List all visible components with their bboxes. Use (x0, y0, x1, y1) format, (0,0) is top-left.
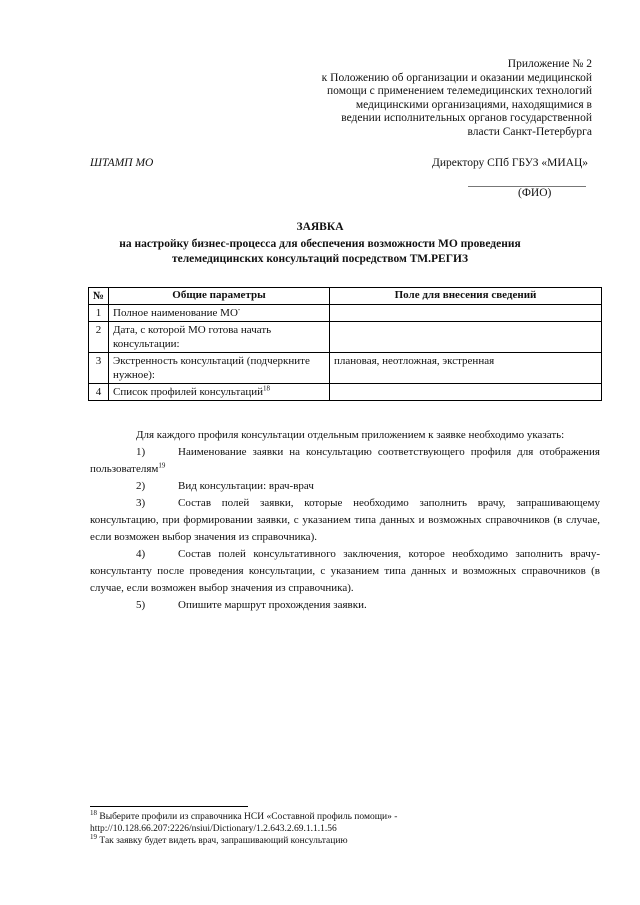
appendix-line: власти Санкт-Петербурга (467, 125, 592, 138)
request-table (88, 287, 602, 401)
row-param-text: Список профилей консультаций (113, 386, 263, 398)
item-text: Опишите маршрут прохождения заявки. (178, 599, 367, 611)
request-title: ЗАЯВКА (296, 221, 344, 233)
appendix-line: медицинскими организациями, находящимися в (355, 98, 592, 111)
footnote-text: Так заявку будет видеть врач, запрашивающий консультацию (99, 836, 348, 846)
footnote-mark: - (237, 305, 241, 314)
appendix-line: помощи с применением телемедицинских технологий (327, 85, 592, 98)
item-text: Наименование заявки на консультацию соответствующего профиля для отображения пользователям (90, 446, 600, 475)
footnote-19 (90, 832, 397, 847)
appendix-line: ведении исполнительных органов государственной (341, 112, 592, 125)
item-text: Состав полей заявки, которые необходимо заполнить врачу, запрашивающему консультацию, при формировании заявки, с указанием типа данных и возможных справочников (в случае, если возможен выбор значения из справочника). (90, 497, 600, 543)
row-param (109, 322, 330, 353)
row-param (109, 353, 330, 384)
stamp-label: ШТАМП МО (90, 157, 154, 169)
item-number: 2) (136, 480, 146, 492)
row-param-text: Полное наименование МО (113, 307, 238, 319)
row-param (109, 384, 330, 401)
footnote-mark: 19 (158, 461, 166, 470)
instruction-item (90, 597, 600, 614)
row-param-text: Дата, с которой МО готова начать консультации: (113, 324, 272, 350)
footnote-18 (90, 808, 398, 823)
col-params-header: Общие параметры (109, 288, 330, 305)
item-number: 3) (136, 497, 146, 509)
footnote-mark: 18 (263, 384, 270, 393)
row-value[interactable] (330, 305, 602, 322)
row-param (109, 305, 330, 322)
row-number: 4 (89, 384, 109, 401)
item-text: Вид консультации: врач-врач (178, 480, 314, 492)
row-value[interactable]: плановая, неотложная, экстренная (330, 353, 602, 384)
item-text: Состав полей консультативного заключения, которое необходимо заполнить врачу-консультанту после проведения консультации, с указанием типа данных и возможных справочников (в случае, если возможен выбор значения из справочника). (90, 548, 600, 594)
row-value[interactable] (330, 322, 602, 353)
request-subtitle-line2: телемедицинских консультаций посредством ТМ.РЕГИЗ (171, 253, 469, 265)
footnote-separator (90, 806, 248, 807)
instructions-intro: Для каждого профиля консультации отдельным приложением к заявке необходимо указать: (136, 429, 565, 441)
table-row (89, 322, 602, 353)
request-subtitle-line1: на настройку бизнес-процесса для обеспечения возможности МО проведения (119, 238, 521, 250)
appendix-line: к Положению об организации и оказании медицинской (321, 71, 592, 84)
row-number: 2 (89, 322, 109, 353)
col-field-header: Поле для внесения сведений (330, 288, 602, 305)
instruction-item (90, 495, 600, 546)
footnote-mark: 18 (90, 808, 97, 817)
appendix-header (252, 58, 592, 140)
table-row (89, 305, 602, 322)
row-number: 1 (89, 305, 109, 322)
row-value[interactable] (330, 384, 602, 401)
footnote-text: Выберите профили из справочника НСИ «Составной профиль помощи» - (99, 812, 398, 822)
item-number: 1) (136, 446, 146, 458)
col-number-header: № (89, 288, 109, 305)
instructions-body (90, 427, 600, 614)
instruction-item (90, 444, 600, 478)
fio-label: (ФИО) (518, 187, 552, 199)
footnotes (90, 808, 398, 847)
item-number: 4) (136, 548, 146, 560)
table-header-row (89, 288, 602, 305)
row-number: 3 (89, 353, 109, 384)
instruction-item (90, 478, 600, 495)
item-number: 5) (136, 599, 146, 611)
director-addressee: Директору СПб ГБУЗ «МИАЦ» (432, 157, 588, 169)
footnote-18-link[interactable]: http://10.128.66.207:2226/nsiui/Dictionary/1.2.643.2.69.1.1.1.56 (90, 824, 337, 834)
instruction-item (90, 546, 600, 597)
table-row (89, 384, 602, 401)
row-param-text: Экстренность консультаций (подчеркните нужное): (113, 355, 310, 381)
appendix-line: Приложение № 2 (507, 58, 592, 70)
footnote-mark: 19 (90, 832, 97, 841)
table-row (89, 353, 602, 384)
